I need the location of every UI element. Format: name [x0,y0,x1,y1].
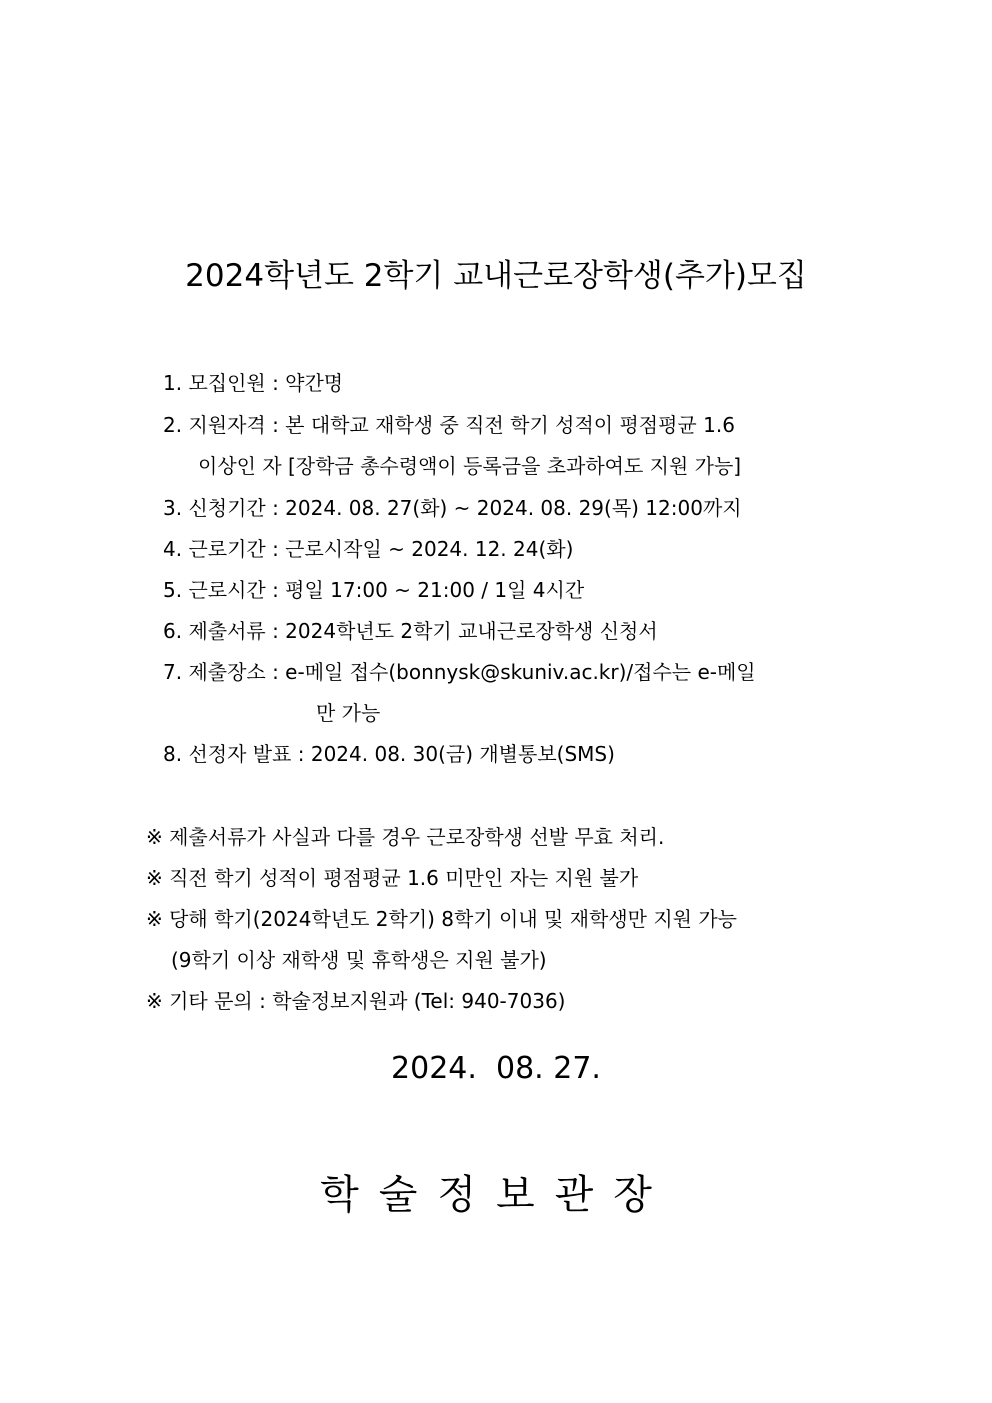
list-item-announcement: 8. 선정자 발표 : 2024. 08. 30(금) 개별통보(SMS) [163,742,615,766]
list-item-submission-cont: 만 가능 [316,701,381,725]
list-item-submission: 7. 제출장소 : e-메일 접수(bonnysk@skuniv.ac.kr)/접수는 e-메일 [163,660,756,684]
note-gpa-requirement: ※ 직전 학기 성적이 평점평균 1.6 미만인 자는 지원 불가 [146,866,639,890]
note-semester-limit-cont: (9학기 이상 재학생 및 휴학생은 지원 불가) [171,948,547,972]
document-title: 2024학년도 2학기 교내근로장학생(추가)모집 [185,258,807,294]
issuer-name: 학술정보관장 [320,1172,672,1218]
list-item-documents: 6. 제출서류 : 2024학년도 2학기 교내근로장학생 신청서 [163,619,658,643]
list-item-eligibility-cont: 이상인 자 [장학금 총수령액이 등록금을 초과하여도 지원 가능] [198,454,742,478]
document-date: 2024. 08. 27. [391,1051,601,1086]
note-false-documents: ※ 제출서류가 사실과 다를 경우 근로장학생 선발 무효 처리. [146,825,665,849]
list-item-work-period: 4. 근로기간 : 근로시작일 ~ 2024. 12. 24(화) [163,537,574,561]
list-item-work-hours: 5. 근로시간 : 평일 17:00 ~ 21:00 / 1일 4시간 [163,578,585,602]
note-contact: ※ 기타 문의 : 학술정보지원과 (Tel: 940-7036) [146,989,566,1013]
note-semester-limit: ※ 당해 학기(2024학년도 2학기) 8학기 이내 및 재학생만 지원 가능 [146,907,737,931]
list-item-recruit-count: 1. 모집인원 : 약간명 [163,371,344,395]
list-item-eligibility: 2. 지원자격 : 본 대학교 재학생 중 직전 학기 성적이 평점평균 1.6 [163,413,735,437]
list-item-application-period: 3. 신청기간 : 2024. 08. 27(화) ~ 2024. 08. 29(목) 12:00까지 [163,496,742,520]
